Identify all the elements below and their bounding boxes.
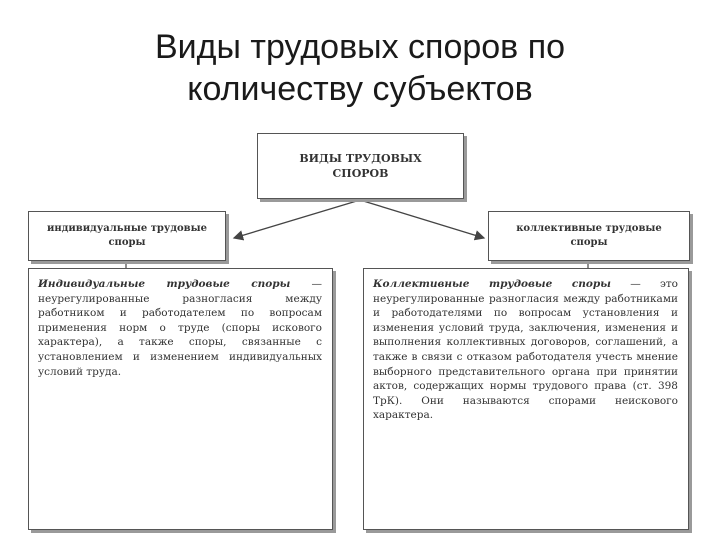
root-node xyxy=(257,133,464,199)
individual-definition-box xyxy=(28,268,333,530)
slide-title-line-2: количеству субъектов xyxy=(187,70,533,108)
individual-definition: — неурегулированные разногласия между работником и работодателем по вопросам применения норм о труде (споры искового характера), а также споры, связанные с установлением и изменением индивидуальных условий труда. xyxy=(38,278,322,378)
collective-header-line-1: коллективные трудовые xyxy=(516,223,662,234)
root-node-label-2: СПОРОВ xyxy=(332,167,389,180)
collective-disputes-node xyxy=(488,211,690,261)
collective-definition: — это неурегулированные разногласия между работниками и работодателями по вопросам установления и изменения условий труда, заключения, изменения и выполнения коллективных договоров, соглашений, а также в связи с отказом работодателя учесть мнение выборного представительного органа при принятии актов, содержащих нормы трудового права (ст. 398 ТрК). Они называются спорами неискового характера. xyxy=(373,278,678,422)
arrow-to-collective xyxy=(360,200,484,238)
root-node-label-1: ВИДЫ ТРУДОВЫХ xyxy=(299,152,422,165)
individual-header-line-1: индивидуальные трудовые xyxy=(46,223,207,234)
collective-header-line-2: споры xyxy=(570,237,608,248)
individual-disputes-node xyxy=(28,211,226,261)
individual-header-line-2: споры xyxy=(108,237,146,248)
arrow-to-individual xyxy=(234,200,360,238)
slide-title-line-1: Виды трудовых споров по xyxy=(154,28,566,66)
individual-term: Индивидуальные трудовые споры xyxy=(38,278,291,290)
collective-term: Коллективные трудовые споры xyxy=(373,278,611,290)
collective-definition-box xyxy=(363,268,689,530)
